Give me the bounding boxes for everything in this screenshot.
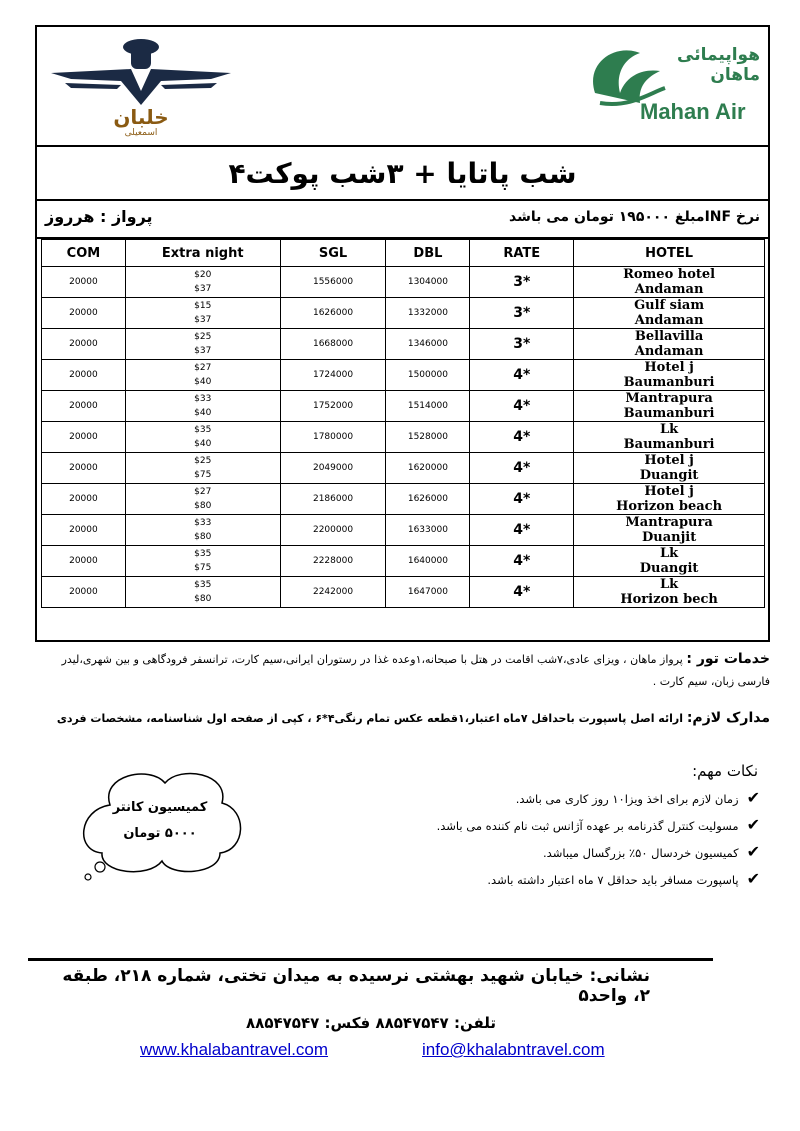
cell-rate: 4*: [470, 484, 574, 515]
cell-hotel: Hotel j Duangit: [574, 453, 765, 484]
tour-services: [40, 648, 770, 693]
cell-extra-night: $27 $80: [125, 484, 280, 515]
phone-fax: تلفن: ۸۸۵۴۷۵۴۷ فکس: ۸۸۵۴۷۵۴۷: [246, 1014, 496, 1032]
cell-hotel: Hotel j Baumanburi: [574, 360, 765, 391]
cell-rate: 4*: [470, 360, 574, 391]
cell-hotel: Lk Baumanburi: [574, 422, 765, 453]
documents-label: مدارک لازم:: [686, 710, 770, 726]
cell-com: 20000: [42, 422, 126, 453]
cell-extra-night: $25 $75: [125, 453, 280, 484]
cell-dbl: 1514000: [386, 391, 470, 422]
table-row: [42, 515, 765, 546]
cell-rate: 3*: [470, 329, 574, 360]
notes-title: نکات مهم:: [692, 762, 758, 780]
col-dbl: DBL: [386, 240, 470, 267]
cell-dbl: 1528000: [386, 422, 470, 453]
flight-schedule: پرواز : هرروز: [45, 207, 153, 226]
table-row: [42, 360, 765, 391]
checkmark-icon: ✔: [746, 842, 760, 861]
cell-rate: 4*: [470, 422, 574, 453]
email-link[interactable]: info@khalabntravel.com: [422, 1040, 605, 1059]
divider: [28, 958, 713, 961]
cell-extra-night: $20 $37: [125, 267, 280, 298]
required-documents: [40, 710, 770, 726]
cell-com: 20000: [42, 577, 126, 608]
cell-sgl: 2049000: [280, 453, 386, 484]
cell-dbl: 1304000: [386, 267, 470, 298]
header: [37, 27, 768, 147]
cell-sgl: 2228000: [280, 546, 386, 577]
cell-dbl: 1346000: [386, 329, 470, 360]
address: نشانی: خیابان شهید بهشتی نرسیده به میدان تختی، شماره ۲۱۸، طبقه ۲، واحد۵: [62, 966, 650, 1006]
agency-subname: اسمعیلی: [124, 128, 158, 138]
services-label: خدمات تور :: [686, 651, 770, 667]
tour-title: [37, 147, 768, 201]
cell-com: 20000: [42, 515, 126, 546]
commission-label: کمیسیون کانتر: [112, 800, 208, 815]
cell-dbl: 1332000: [386, 298, 470, 329]
col-com: COM: [42, 240, 126, 267]
notes-list: [437, 788, 760, 896]
cell-sgl: 1668000: [280, 329, 386, 360]
tour-title-text: ۴شب پاتایا + ۳شب پوکت: [228, 156, 577, 190]
table-row: [42, 298, 765, 329]
cell-com: 20000: [42, 329, 126, 360]
mahan-english-name: Mahan Air: [640, 99, 746, 124]
cell-rate: 4*: [470, 391, 574, 422]
cell-rate: 3*: [470, 298, 574, 329]
cell-hotel: Mantrapura Duanjit: [574, 515, 765, 546]
cell-sgl: 1626000: [280, 298, 386, 329]
note-item: ✔مسولیت کنترل گذرنامه بر عهده آژانس ثبت نام کننده می باشد.: [436, 815, 760, 834]
note-item: ✔زمان لازم برای اخذ ویزا۱۰ روز کاری می باشد.: [515, 788, 760, 807]
cell-rate: 4*: [470, 546, 574, 577]
cell-dbl: 1640000: [386, 546, 470, 577]
cell-sgl: 2186000: [280, 484, 386, 515]
agency-logo: [51, 33, 231, 139]
cell-hotel: Gulf siam Andaman: [574, 298, 765, 329]
inf-price: نرخ INFمبلغ ۱۹۵۰۰۰ تومان می باشد: [509, 209, 760, 225]
cell-extra-night: $35 $75: [125, 546, 280, 577]
table-row: [42, 546, 765, 577]
cell-com: 20000: [42, 360, 126, 391]
cell-rate: 4*: [470, 453, 574, 484]
cell-sgl: 2200000: [280, 515, 386, 546]
cell-hotel: Bellavilla Andaman: [574, 329, 765, 360]
cell-dbl: 1633000: [386, 515, 470, 546]
cell-com: 20000: [42, 453, 126, 484]
col-sgl: SGL: [280, 240, 386, 267]
cell-hotel: Hotel j Horizon beach: [574, 484, 765, 515]
table-row: [42, 391, 765, 422]
cell-dbl: 1620000: [386, 453, 470, 484]
agency-name: خلبان: [113, 105, 169, 129]
cell-com: 20000: [42, 546, 126, 577]
table-row: [42, 453, 765, 484]
cell-rate: 4*: [470, 515, 574, 546]
cell-extra-night: $25 $37: [125, 329, 280, 360]
cell-hotel: Lk Duangit: [574, 546, 765, 577]
cell-hotel: Mantrapura Baumanburi: [574, 391, 765, 422]
cell-rate: 4*: [470, 577, 574, 608]
cell-com: 20000: [42, 298, 126, 329]
table-row: [42, 422, 765, 453]
price-frame: [35, 25, 770, 642]
mahan-air-logo: [570, 33, 760, 139]
cell-dbl: 1626000: [386, 484, 470, 515]
info-row: [37, 201, 768, 239]
counter-commission: [90, 795, 230, 847]
checkmark-icon: ✔: [746, 815, 760, 834]
cell-dbl: 1647000: [386, 577, 470, 608]
cell-extra-night: $33 $80: [125, 515, 280, 546]
col-extra-night: Extra night: [125, 240, 280, 267]
documents-text: ارائه اصل پاسپورت باحداقل ۷ماه اعتبار،۱قطعه عکس تمام رنگی۴*۶ ، کپی از صفحه اول شناسنامه، مشخصات فردی: [56, 712, 683, 725]
checkmark-icon: ✔: [746, 869, 760, 888]
cell-sgl: 1752000: [280, 391, 386, 422]
note-item: ✔پاسپورت مسافر باید حداقل ۷ ماه اعتبار داشته باشد.: [487, 869, 760, 888]
cell-hotel: Romeo hotel Andaman: [574, 267, 765, 298]
note-item: ✔کمیسیون خردسال ۵۰٪ بزرگسال میباشد.: [543, 842, 760, 861]
checkmark-icon: ✔: [746, 788, 760, 807]
cell-extra-night: $15 $37: [125, 298, 280, 329]
cell-sgl: 1556000: [280, 267, 386, 298]
col-rate: RATE: [470, 240, 574, 267]
cell-rate: 3*: [470, 267, 574, 298]
rates-table: [41, 239, 765, 608]
cell-hotel: Lk Horizon bech: [574, 577, 765, 608]
cell-extra-night: $35 $80: [125, 577, 280, 608]
cell-extra-night: $33 $40: [125, 391, 280, 422]
table-row: [42, 329, 765, 360]
table-row: [42, 267, 765, 298]
table-row: [42, 577, 765, 608]
cell-sgl: 2242000: [280, 577, 386, 608]
commission-amount: ۵۰۰۰ تومان: [123, 826, 197, 841]
cell-extra-night: $35 $40: [125, 422, 280, 453]
cell-sgl: 1724000: [280, 360, 386, 391]
table-row: [42, 484, 765, 515]
services-text: پرواز ماهان ، ویزای عادی،۷شب اقامت در هتل با صبحانه،۱وعده غذا در رستوران ایرانی،سیم کارت، ترانسفر فرودگاهی و بین شهری،لیدر فارسی زبان، سیم کارت .: [61, 653, 770, 688]
cell-com: 20000: [42, 484, 126, 515]
cell-com: 20000: [42, 391, 126, 422]
cell-dbl: 1500000: [386, 360, 470, 391]
cell-sgl: 1780000: [280, 422, 386, 453]
table-header-row: [42, 240, 765, 267]
website-link[interactable]: www.khalabantravel.com: [140, 1040, 329, 1059]
col-hotel: HOTEL: [574, 240, 765, 267]
cell-extra-night: $27 $40: [125, 360, 280, 391]
mahan-persian-name: هواپیمائی ماهان: [677, 45, 760, 85]
cell-com: 20000: [42, 267, 126, 298]
